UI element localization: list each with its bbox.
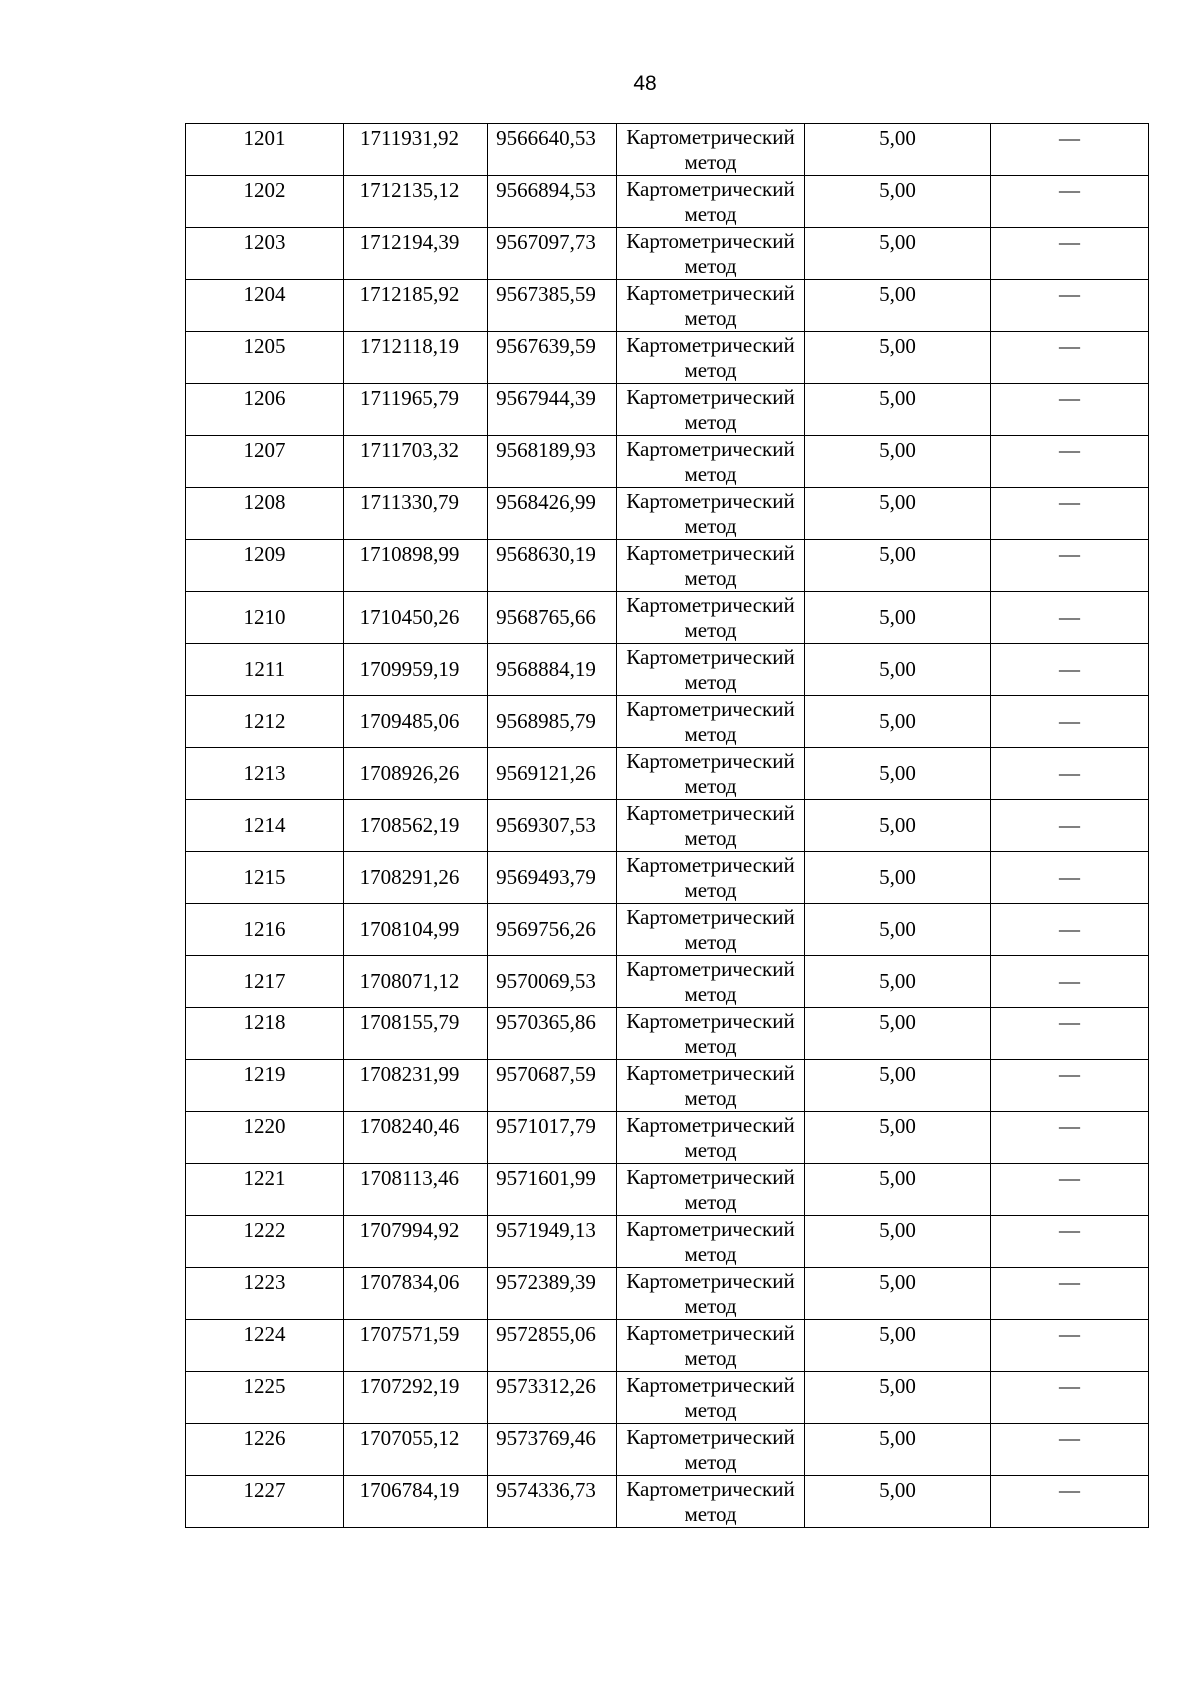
method-line: метод bbox=[684, 1242, 737, 1266]
method-cell bbox=[617, 1216, 805, 1268]
note-cell: — bbox=[991, 280, 1149, 332]
table-row bbox=[186, 1268, 1149, 1320]
method-line: метод bbox=[684, 410, 737, 434]
error-cell: 5,00 bbox=[805, 1112, 991, 1164]
method-cell bbox=[617, 696, 805, 748]
coordinates-table bbox=[185, 123, 1149, 1528]
error-cell: 5,00 bbox=[805, 436, 991, 488]
method-cell bbox=[617, 280, 805, 332]
table-row bbox=[186, 176, 1149, 228]
x-coordinate-cell: 1708071,12 bbox=[344, 956, 488, 1008]
method-cell bbox=[617, 1424, 805, 1476]
method-line: метод bbox=[684, 982, 737, 1006]
method-line: Картометрический bbox=[626, 385, 795, 409]
error-cell: 5,00 bbox=[805, 228, 991, 280]
table-row bbox=[186, 1060, 1149, 1112]
method-line: Картометрический bbox=[626, 229, 795, 253]
method-cell bbox=[617, 436, 805, 488]
y-coordinate-cell: 9568630,19 bbox=[488, 540, 617, 592]
note-cell: — bbox=[991, 540, 1149, 592]
error-cell: 5,00 bbox=[805, 1424, 991, 1476]
x-coordinate-cell: 1708104,99 bbox=[344, 904, 488, 956]
method-line: метод bbox=[684, 1294, 737, 1318]
error-cell: 5,00 bbox=[805, 696, 991, 748]
method-cell bbox=[617, 332, 805, 384]
y-coordinate-cell: 9567385,59 bbox=[488, 280, 617, 332]
method-cell bbox=[617, 384, 805, 436]
note-cell: — bbox=[991, 852, 1149, 904]
y-coordinate-cell: 9568985,79 bbox=[488, 696, 617, 748]
table-row bbox=[186, 1372, 1149, 1424]
method-cell bbox=[617, 592, 805, 644]
method-line: Картометрический bbox=[626, 1477, 795, 1501]
method-cell bbox=[617, 228, 805, 280]
point-number-cell: 1225 bbox=[186, 1372, 344, 1424]
point-number-cell: 1209 bbox=[186, 540, 344, 592]
error-cell: 5,00 bbox=[805, 1372, 991, 1424]
point-number-cell: 1206 bbox=[186, 384, 344, 436]
method-cell bbox=[617, 1320, 805, 1372]
error-cell: 5,00 bbox=[805, 280, 991, 332]
method-line: Картометрический bbox=[626, 905, 795, 929]
y-coordinate-cell: 9569121,26 bbox=[488, 748, 617, 800]
table-row bbox=[186, 1216, 1149, 1268]
table-row bbox=[186, 800, 1149, 852]
method-cell bbox=[617, 1268, 805, 1320]
table-row bbox=[186, 1476, 1149, 1528]
error-cell: 5,00 bbox=[805, 592, 991, 644]
method-line: Картометрический bbox=[626, 489, 795, 513]
method-line: метод bbox=[684, 878, 737, 902]
y-coordinate-cell: 9567944,39 bbox=[488, 384, 617, 436]
point-number-cell: 1202 bbox=[186, 176, 344, 228]
note-cell: — bbox=[991, 800, 1149, 852]
method-line: Картометрический bbox=[626, 541, 795, 565]
point-number-cell: 1201 bbox=[186, 124, 344, 176]
point-number-cell: 1203 bbox=[186, 228, 344, 280]
x-coordinate-cell: 1707571,59 bbox=[344, 1320, 488, 1372]
method-line: Картометрический bbox=[626, 593, 795, 617]
method-cell bbox=[617, 748, 805, 800]
y-coordinate-cell: 9568765,66 bbox=[488, 592, 617, 644]
y-coordinate-cell: 9566894,53 bbox=[488, 176, 617, 228]
table-row bbox=[186, 488, 1149, 540]
error-cell: 5,00 bbox=[805, 488, 991, 540]
y-coordinate-cell: 9568426,99 bbox=[488, 488, 617, 540]
table-row bbox=[186, 592, 1149, 644]
x-coordinate-cell: 1708291,26 bbox=[344, 852, 488, 904]
x-coordinate-cell: 1706784,19 bbox=[344, 1476, 488, 1528]
method-line: Картометрический bbox=[626, 1425, 795, 1449]
method-line: Картометрический bbox=[626, 697, 795, 721]
y-coordinate-cell: 9571601,99 bbox=[488, 1164, 617, 1216]
x-coordinate-cell: 1708231,99 bbox=[344, 1060, 488, 1112]
method-line: Картометрический bbox=[626, 437, 795, 461]
method-line: Картометрический bbox=[626, 1009, 795, 1033]
table-row bbox=[186, 904, 1149, 956]
table-row bbox=[186, 280, 1149, 332]
table-row bbox=[186, 748, 1149, 800]
note-cell: — bbox=[991, 1060, 1149, 1112]
method-line: метод bbox=[684, 722, 737, 746]
error-cell: 5,00 bbox=[805, 384, 991, 436]
y-coordinate-cell: 9569307,53 bbox=[488, 800, 617, 852]
point-number-cell: 1224 bbox=[186, 1320, 344, 1372]
x-coordinate-cell: 1712185,92 bbox=[344, 280, 488, 332]
note-cell: — bbox=[991, 124, 1149, 176]
point-number-cell: 1216 bbox=[186, 904, 344, 956]
y-coordinate-cell: 9567097,73 bbox=[488, 228, 617, 280]
y-coordinate-cell: 9567639,59 bbox=[488, 332, 617, 384]
error-cell: 5,00 bbox=[805, 1476, 991, 1528]
error-cell: 5,00 bbox=[805, 1008, 991, 1060]
point-number-cell: 1218 bbox=[186, 1008, 344, 1060]
method-cell bbox=[617, 488, 805, 540]
note-cell: — bbox=[991, 592, 1149, 644]
note-cell: — bbox=[991, 644, 1149, 696]
error-cell: 5,00 bbox=[805, 124, 991, 176]
error-cell: 5,00 bbox=[805, 644, 991, 696]
method-line: метод bbox=[684, 1346, 737, 1370]
method-line: метод bbox=[684, 1034, 737, 1058]
method-cell bbox=[617, 540, 805, 592]
method-line: метод bbox=[684, 670, 737, 694]
x-coordinate-cell: 1707055,12 bbox=[344, 1424, 488, 1476]
method-line: метод bbox=[684, 930, 737, 954]
x-coordinate-cell: 1707292,19 bbox=[344, 1372, 488, 1424]
y-coordinate-cell: 9568884,19 bbox=[488, 644, 617, 696]
table-row bbox=[186, 852, 1149, 904]
y-coordinate-cell: 9570069,53 bbox=[488, 956, 617, 1008]
note-cell: — bbox=[991, 488, 1149, 540]
method-line: Картометрический bbox=[626, 1217, 795, 1241]
error-cell: 5,00 bbox=[805, 1320, 991, 1372]
x-coordinate-cell: 1707834,06 bbox=[344, 1268, 488, 1320]
table-row bbox=[186, 124, 1149, 176]
note-cell: — bbox=[991, 436, 1149, 488]
note-cell: — bbox=[991, 748, 1149, 800]
table-row bbox=[186, 228, 1149, 280]
error-cell: 5,00 bbox=[805, 904, 991, 956]
method-cell bbox=[617, 1060, 805, 1112]
note-cell: — bbox=[991, 176, 1149, 228]
table-row bbox=[186, 332, 1149, 384]
error-cell: 5,00 bbox=[805, 1268, 991, 1320]
note-cell: — bbox=[991, 1372, 1149, 1424]
method-cell bbox=[617, 1164, 805, 1216]
method-line: метод bbox=[684, 358, 737, 382]
point-number-cell: 1204 bbox=[186, 280, 344, 332]
table-row bbox=[186, 1112, 1149, 1164]
method-cell bbox=[617, 904, 805, 956]
x-coordinate-cell: 1711703,32 bbox=[344, 436, 488, 488]
error-cell: 5,00 bbox=[805, 176, 991, 228]
table-row bbox=[186, 1008, 1149, 1060]
point-number-cell: 1219 bbox=[186, 1060, 344, 1112]
note-cell: — bbox=[991, 1216, 1149, 1268]
note-cell: — bbox=[991, 384, 1149, 436]
method-cell bbox=[617, 1008, 805, 1060]
x-coordinate-cell: 1709485,06 bbox=[344, 696, 488, 748]
note-cell: — bbox=[991, 1320, 1149, 1372]
point-number-cell: 1220 bbox=[186, 1112, 344, 1164]
method-cell bbox=[617, 800, 805, 852]
x-coordinate-cell: 1708926,26 bbox=[344, 748, 488, 800]
x-coordinate-cell: 1708155,79 bbox=[344, 1008, 488, 1060]
method-line: метод bbox=[684, 514, 737, 538]
x-coordinate-cell: 1709959,19 bbox=[344, 644, 488, 696]
method-line: метод bbox=[684, 1138, 737, 1162]
y-coordinate-cell: 9571949,13 bbox=[488, 1216, 617, 1268]
table-row bbox=[186, 1424, 1149, 1476]
method-line: Картометрический bbox=[626, 1165, 795, 1189]
method-line: Картометрический bbox=[626, 749, 795, 773]
method-line: метод bbox=[684, 306, 737, 330]
error-cell: 5,00 bbox=[805, 540, 991, 592]
error-cell: 5,00 bbox=[805, 1164, 991, 1216]
note-cell: — bbox=[991, 904, 1149, 956]
method-cell bbox=[617, 852, 805, 904]
error-cell: 5,00 bbox=[805, 800, 991, 852]
method-cell bbox=[617, 956, 805, 1008]
y-coordinate-cell: 9574336,73 bbox=[488, 1476, 617, 1528]
y-coordinate-cell: 9573312,26 bbox=[488, 1372, 617, 1424]
method-cell bbox=[617, 1372, 805, 1424]
method-line: метод bbox=[684, 566, 737, 590]
y-coordinate-cell: 9569756,26 bbox=[488, 904, 617, 956]
note-cell: — bbox=[991, 332, 1149, 384]
point-number-cell: 1221 bbox=[186, 1164, 344, 1216]
error-cell: 5,00 bbox=[805, 1060, 991, 1112]
y-coordinate-cell: 9572855,06 bbox=[488, 1320, 617, 1372]
method-line: метод bbox=[684, 150, 737, 174]
note-cell: — bbox=[991, 956, 1149, 1008]
method-line: Картометрический bbox=[626, 177, 795, 201]
point-number-cell: 1227 bbox=[186, 1476, 344, 1528]
x-coordinate-cell: 1708562,19 bbox=[344, 800, 488, 852]
method-line: метод bbox=[684, 1190, 737, 1214]
table-row bbox=[186, 540, 1149, 592]
error-cell: 5,00 bbox=[805, 956, 991, 1008]
y-coordinate-cell: 9570365,86 bbox=[488, 1008, 617, 1060]
method-line: метод bbox=[684, 1086, 737, 1110]
method-line: Картометрический bbox=[626, 1269, 795, 1293]
method-line: метод bbox=[684, 1450, 737, 1474]
point-number-cell: 1223 bbox=[186, 1268, 344, 1320]
y-coordinate-cell: 9571017,79 bbox=[488, 1112, 617, 1164]
note-cell: — bbox=[991, 1164, 1149, 1216]
x-coordinate-cell: 1712135,12 bbox=[344, 176, 488, 228]
error-cell: 5,00 bbox=[805, 748, 991, 800]
coordinates-table-body bbox=[186, 124, 1149, 1528]
x-coordinate-cell: 1710898,99 bbox=[344, 540, 488, 592]
method-line: метод bbox=[684, 1502, 737, 1526]
x-coordinate-cell: 1711965,79 bbox=[344, 384, 488, 436]
method-cell bbox=[617, 1112, 805, 1164]
method-cell bbox=[617, 176, 805, 228]
table-row bbox=[186, 956, 1149, 1008]
error-cell: 5,00 bbox=[805, 332, 991, 384]
table-row bbox=[186, 436, 1149, 488]
method-line: Картометрический bbox=[626, 333, 795, 357]
method-cell bbox=[617, 124, 805, 176]
method-line: метод bbox=[684, 202, 737, 226]
y-coordinate-cell: 9569493,79 bbox=[488, 852, 617, 904]
method-line: метод bbox=[684, 1398, 737, 1422]
x-coordinate-cell: 1708113,46 bbox=[344, 1164, 488, 1216]
note-cell: — bbox=[991, 1008, 1149, 1060]
error-cell: 5,00 bbox=[805, 1216, 991, 1268]
x-coordinate-cell: 1707994,92 bbox=[344, 1216, 488, 1268]
x-coordinate-cell: 1710450,26 bbox=[344, 592, 488, 644]
x-coordinate-cell: 1712194,39 bbox=[344, 228, 488, 280]
method-cell bbox=[617, 1476, 805, 1528]
method-line: Картометрический bbox=[626, 1113, 795, 1137]
y-coordinate-cell: 9573769,46 bbox=[488, 1424, 617, 1476]
note-cell: — bbox=[991, 228, 1149, 280]
table-row bbox=[186, 1164, 1149, 1216]
method-line: метод bbox=[684, 618, 737, 642]
method-cell bbox=[617, 644, 805, 696]
x-coordinate-cell: 1711931,92 bbox=[344, 124, 488, 176]
method-line: Картометрический bbox=[626, 281, 795, 305]
method-line: Картометрический bbox=[626, 801, 795, 825]
method-line: метод bbox=[684, 254, 737, 278]
x-coordinate-cell: 1711330,79 bbox=[344, 488, 488, 540]
method-line: метод bbox=[684, 826, 737, 850]
note-cell: — bbox=[991, 1112, 1149, 1164]
note-cell: — bbox=[991, 696, 1149, 748]
y-coordinate-cell: 9566640,53 bbox=[488, 124, 617, 176]
point-number-cell: 1226 bbox=[186, 1424, 344, 1476]
error-cell: 5,00 bbox=[805, 852, 991, 904]
table-row bbox=[186, 384, 1149, 436]
point-number-cell: 1214 bbox=[186, 800, 344, 852]
x-coordinate-cell: 1712118,19 bbox=[344, 332, 488, 384]
note-cell: — bbox=[991, 1268, 1149, 1320]
note-cell: — bbox=[991, 1424, 1149, 1476]
y-coordinate-cell: 9572389,39 bbox=[488, 1268, 617, 1320]
y-coordinate-cell: 9570687,59 bbox=[488, 1060, 617, 1112]
method-line: метод bbox=[684, 774, 737, 798]
method-line: Картометрический bbox=[626, 645, 795, 669]
point-number-cell: 1207 bbox=[186, 436, 344, 488]
method-line: Картометрический bbox=[626, 957, 795, 981]
method-line: Картометрический bbox=[626, 125, 795, 149]
method-line: Картометрический bbox=[626, 853, 795, 877]
note-cell: — bbox=[991, 1476, 1149, 1528]
table-row bbox=[186, 1320, 1149, 1372]
point-number-cell: 1215 bbox=[186, 852, 344, 904]
method-line: метод bbox=[684, 462, 737, 486]
point-number-cell: 1210 bbox=[186, 592, 344, 644]
page-number: 48 bbox=[633, 72, 657, 95]
point-number-cell: 1222 bbox=[186, 1216, 344, 1268]
point-number-cell: 1212 bbox=[186, 696, 344, 748]
point-number-cell: 1205 bbox=[186, 332, 344, 384]
table-row bbox=[186, 696, 1149, 748]
point-number-cell: 1208 bbox=[186, 488, 344, 540]
y-coordinate-cell: 9568189,93 bbox=[488, 436, 617, 488]
point-number-cell: 1213 bbox=[186, 748, 344, 800]
point-number-cell: 1217 bbox=[186, 956, 344, 1008]
method-line: Картометрический bbox=[626, 1061, 795, 1085]
table-row bbox=[186, 644, 1149, 696]
method-line: Картометрический bbox=[626, 1321, 795, 1345]
x-coordinate-cell: 1708240,46 bbox=[344, 1112, 488, 1164]
point-number-cell: 1211 bbox=[186, 644, 344, 696]
method-line: Картометрический bbox=[626, 1373, 795, 1397]
